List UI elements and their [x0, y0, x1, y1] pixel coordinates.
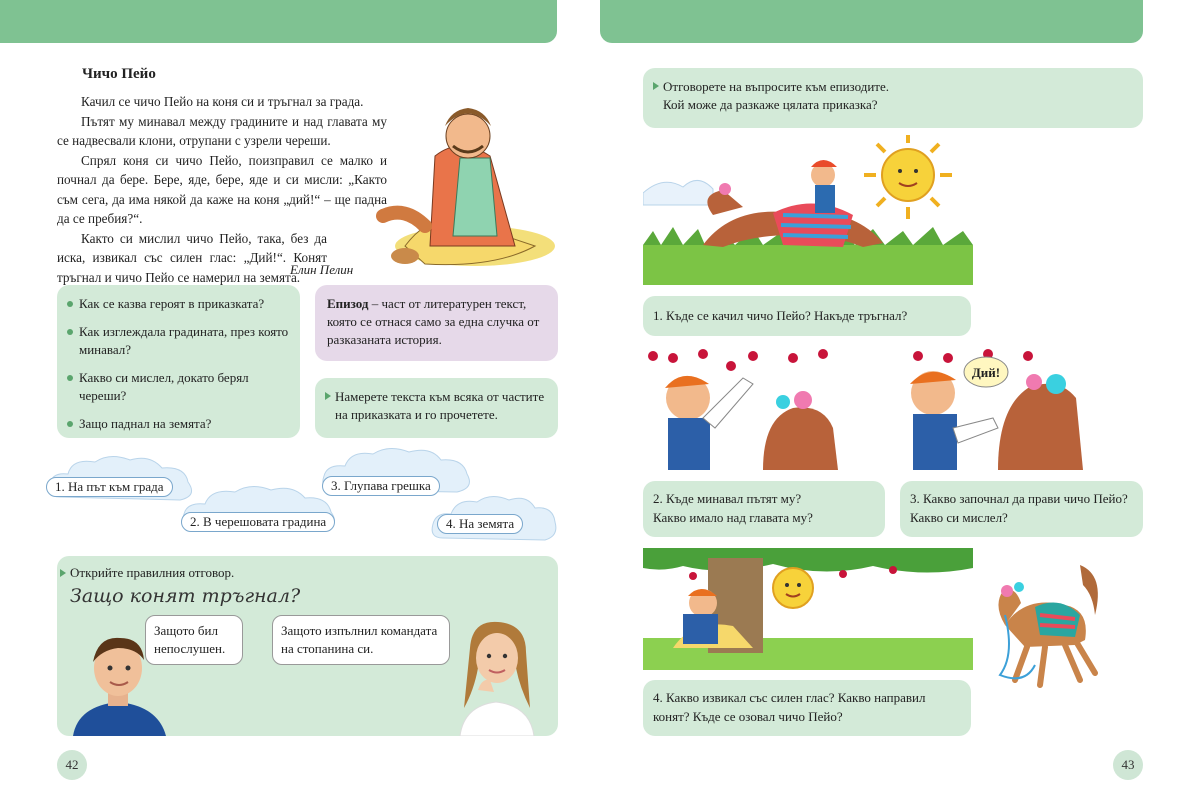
intro-task-box: [643, 68, 1143, 128]
definition-text: – част от литературен текст, която се отнася само за една случка от разказаната история.: [327, 296, 540, 347]
episode-4-question-line2: конят? Къде се озовал чичо Пейо?: [653, 709, 843, 724]
story-paragraph: Както си мислил чичо Пейо, така, без да иска, извикал със силен глас: „Дий!“. Конят тръгнал и чичо Пейо се намерил на земята.: [57, 230, 327, 285]
story-questions-box: [57, 285, 300, 438]
story-paragraph: Пътят му минавал между градините и над главата му се надвесвали клони, отрупани с узрели череши.: [57, 113, 387, 148]
episode-4-question: [643, 680, 971, 736]
episode-2-question-line1: 2. Къде минавал пътят му?: [653, 491, 802, 506]
episode-2-question-line2: Какво имало над главата му?: [653, 510, 813, 525]
episode-3-question: [900, 481, 1143, 537]
episode-2-illustration: [643, 348, 838, 470]
page-number-right: 43: [1113, 750, 1143, 780]
horse-illustration: [985, 555, 1115, 695]
episode-3-question-line1: 3. Какво започнал да прави чичо Пейо?: [910, 491, 1128, 506]
story-paragraph: Спрял коня си чичо Пейо, поизправил се малко и почнал да бере. Бере, яде, бере, яде и си мисли: „Както съм сега, да има някой да каже на коня „дий!“ – ще падна да се пребия?“.: [57, 152, 387, 226]
question-item: Как изглеждала градината, през която минавал?: [67, 323, 290, 359]
episode-3-illustration: [898, 348, 1088, 470]
girl-photo: [450, 618, 542, 736]
find-text-task-box: [315, 378, 558, 438]
answer-task: Открийте правилния отговор.: [60, 565, 234, 581]
episode-label-2: 2. В черешовата градина: [181, 512, 335, 532]
page-number-left: 42: [57, 750, 87, 780]
girl-speech-bubble: Защото изпълнил командата на стопанина си.: [272, 615, 450, 665]
definition-box: [315, 285, 558, 361]
story-author: Елин Пелин: [290, 262, 354, 277]
script-question: Защо конят тръгнал?: [70, 585, 301, 607]
episode-4-question-line1: 4. Какво извикал със силен глас? Какво направил: [653, 690, 926, 705]
right-header-band: [600, 0, 1143, 43]
episode-1-illustration: [643, 135, 973, 285]
story-paragraph: Качил се чичо Пейо на коня си и тръгнал за града.: [81, 94, 364, 109]
question-item: Какво си мислел, докато берял череши?: [67, 369, 290, 405]
left-header-band: [0, 0, 557, 43]
episode-label-3: 3. Глупава грешка: [322, 476, 440, 496]
find-text-task: Намерете текста към всяка от частите на приказката и го прочетете.: [325, 388, 548, 424]
story-title: Чичо Пейо: [82, 66, 156, 82]
boy-speech-bubble: Защото бил непослушен.: [145, 615, 243, 665]
intro-task-line1: Отговорете на въпросите към епизодите.: [653, 78, 1133, 96]
episode-2-question: [643, 481, 885, 537]
question-item: Защо паднал на земята?: [67, 415, 290, 433]
speech-diy: Дий!: [971, 365, 1001, 380]
question-item: Как се казва героят в приказката?: [67, 295, 290, 313]
uncle-peyo-sitting-illustration: [365, 96, 560, 278]
episode-1-question: 1. Къде се качил чичо Пейо? Накъде тръгнал?: [643, 296, 971, 336]
episode-label-4: 4. На земята: [437, 514, 523, 534]
episode-label-1: 1. На път към града: [46, 477, 173, 497]
story-text: [57, 92, 387, 287]
episode-3-question-line2: Какво си мислел?: [910, 510, 1008, 525]
episode-4-illustration: [643, 548, 973, 670]
intro-task-line2: Кой може да разкаже цялата приказка?: [663, 97, 878, 112]
definition-term: Епизод: [327, 296, 369, 311]
